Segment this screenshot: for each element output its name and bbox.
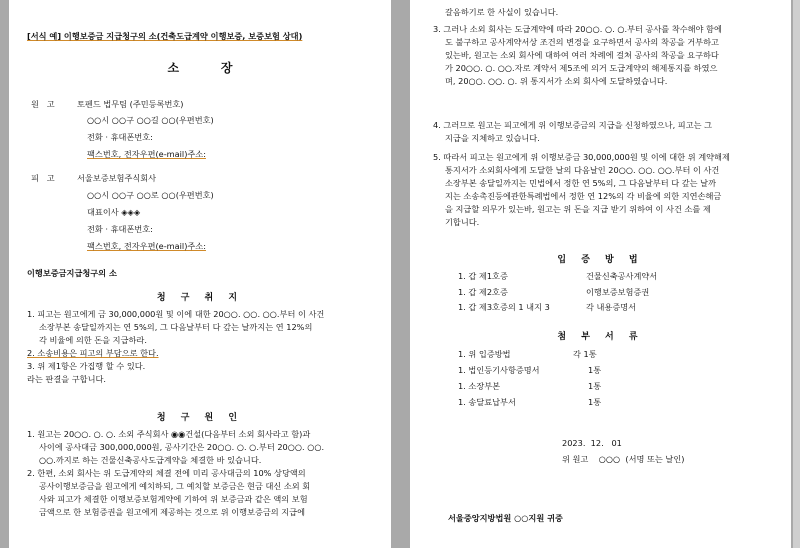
para3-line: 며, 20○○. ○○. ○. 위 통지서가 소외 회사에 도달하였습니다. — [445, 76, 668, 86]
defendant-phone: 전화 · 휴대폰번호: — [87, 224, 153, 234]
para4-line: 지급을 지체하고 있습니다. — [445, 133, 540, 143]
evidence-item-desc: 각 내용증명서 — [586, 302, 637, 312]
defendant-name: 서울보증보험주식회사 — [77, 173, 157, 183]
cause-line: 2. 한편, 소외 회사는 위 도급계약의 체결 전에 미리 공사대금의 10% 상당액의 — [27, 468, 306, 478]
plaintiff-name: 토펜드 법무팀 (주민등록번호) — [77, 99, 184, 109]
paragraph-3 — [433, 23, 785, 88]
evidence-item-label: 1. 갑 제3호증의 1 내지 3 — [458, 302, 550, 312]
paragraph-4 — [433, 119, 785, 145]
attachment-item-label: 1. 법인등기사항증명서 — [458, 365, 540, 375]
para3-line: 가 20○○. ○. ○○.자로 계약서 제5조에 의거 도급계약의 해제통지를 하였으 — [445, 63, 718, 73]
document-page-right — [410, 0, 791, 548]
attachment-item-label: 1. 송달료납부서 — [458, 397, 516, 407]
cause-line: 사와 피고가 체결한 이행보증보험계약에 기하여 위 보증금과 같은 액의 보험 — [39, 494, 308, 504]
defendant-fax: 팩스번호, 전자우편(e-mail)주소: — [87, 241, 206, 251]
document-page-left — [9, 0, 391, 548]
claim-line: 소장부본 송달일까지는 연 5%의, 그 다음날부터 다 갚는 날까지는 연 12%의 — [39, 322, 313, 332]
cause-line: 공사이행보증금을 원고에게 예치하되, 그 예치할 보증금은 현금 대신 소외 회 — [39, 481, 311, 491]
cause-section-title: 청 구 원 인 — [156, 413, 244, 423]
attachment-item-count: 1통 — [588, 381, 602, 391]
claim-section-title: 청 구 취 지 — [156, 293, 244, 303]
para5-line: 통지서가 소외회사에게 도달한 날의 다음날인 20○○. ○○. ○○.부터 이 사건 — [445, 165, 720, 175]
evidence-section-title: 입 증 방 법 — [557, 255, 644, 265]
plaintiff-phone: 전화 · 휴대폰번호: — [87, 132, 153, 142]
evidence-item-desc: 건물신축공사계약서 — [586, 271, 658, 281]
attachment-item-label: 1. 위 입증방법 — [458, 349, 511, 359]
attachment-item-label: 1. 소장부본 — [458, 381, 501, 391]
signature-line: 위 원고 ○○○ (서명 또는 날인) — [562, 454, 685, 464]
claim-line: 각 비율에 의한 돈을 지급하라. — [39, 335, 147, 345]
attachments-section-title: 첨 부 서 류 — [557, 332, 644, 342]
filing-date: 2023. 12. 01 — [562, 438, 622, 448]
paragraph-5 — [433, 151, 785, 229]
para3-line: 3. 그러나 소외 회사는 도급계약에 따라 20○○. ○. ○.부터 공사를 착수해야 함에 — [433, 24, 722, 34]
cause-line: 금액으로 한 보험증권을 원고에게 제공하는 것으로 위 이행보증금의 지급에 — [39, 507, 306, 517]
form-title: [서식 예] 이행보증금 지급청구의 소(건축도급계약 이행보증, 보증보험 상대) — [27, 31, 303, 41]
evidence-item-label: 1. 갑 제2호증 — [458, 287, 508, 297]
attachment-item-count: 1통 — [588, 397, 602, 407]
claim-line: 2. 소송비용은 피고의 부담으로 한다. — [27, 348, 159, 358]
document-title: 소 장 — [167, 61, 233, 75]
para4-line: 4. 그러므로 원고는 피고에게 위 이행보증금의 지급을 신청하였으나, 피고는 그 — [433, 120, 713, 130]
defendant-representative: 대표이사 ◈◈◈ — [87, 207, 141, 217]
vertical-scrollbar[interactable] — [793, 0, 800, 548]
plaintiff-address: ○○시 ○○구 ○○길 ○○(우편번호) — [87, 115, 214, 125]
para5-line: 5. 따라서 피고는 원고에게 위 이행보증금 30,000,000원 및 이에 대한 위 계약해제 — [433, 152, 730, 162]
claim-line: 1. 피고는 원고에게 금 30,000,000원 및 이에 대한 20○○. ○○. ○○.부터 이 사건 — [27, 309, 325, 319]
evidence-item-desc: 이행보증보험증권 — [586, 287, 650, 297]
defendant-address: ○○시 ○○구 ○○로 ○○(우편번호) — [87, 190, 214, 200]
evidence-item-label: 1. 갑 제1호증 — [458, 271, 508, 281]
para5-line: 지는 소송촉진등에관한특례법에서 정한 연 12%의 각 비율에 의한 지연손해금 — [445, 191, 722, 201]
claim-body — [27, 308, 387, 386]
cause-line: 1. 원고는 20○○. ○. ○. 소외 주식회사 ◉◉건설(다음부터 소외 회사라고 함)과 — [27, 429, 311, 439]
attachment-item-count: 각 1통 — [573, 349, 597, 359]
para3-line: 도 불구하고 공사계약서상 조건의 변경을 요구하면서 공사의 착공을 거부하고 — [445, 37, 719, 47]
case-name: 이행보증금지급청구의 소 — [27, 268, 117, 278]
continuation-line: 갈음하기로 한 사실이 있습니다. — [445, 7, 559, 17]
cause-body — [27, 428, 387, 519]
para5-line: 기합니다. — [445, 217, 480, 227]
court-name: 서울중앙지방법원 ○○지원 귀중 — [448, 513, 563, 523]
attachment-item-count: 1통 — [588, 365, 602, 375]
plaintiff-fax: 팩스번호, 전자우편(e-mail)주소: — [87, 149, 206, 159]
para5-line: 소장부본 송달일까지는 민법에서 정한 연 5%의, 그 다음날부터 다 갚는 날까 — [445, 178, 716, 188]
para5-line: 을 지급할 의무가 있는바, 원고는 위 돈을 지급 받기 위하여 이 사건 소를 제 — [445, 204, 711, 214]
defendant-role: 피 고 — [31, 173, 55, 183]
cause-line: ○○.까지로 하는 건물신축공사도급계약을 체결한 바 있습니다. — [39, 455, 262, 465]
claim-line: 라는 판결을 구합니다. — [27, 374, 106, 384]
para3-line: 있는바, 원고는 소외 회사에 대하여 여러 차례에 걸쳐 공사의 착공을 요구하다 — [445, 50, 719, 60]
plaintiff-role: 원 고 — [31, 99, 55, 109]
claim-line: 3. 위 제1항은 가집행 할 수 있다. — [27, 361, 146, 371]
cause-line: 사이에 공사대금 300,000,000원, 공사기간은 20○○. ○. ○.부터 20○○. ○○. — [39, 442, 325, 452]
